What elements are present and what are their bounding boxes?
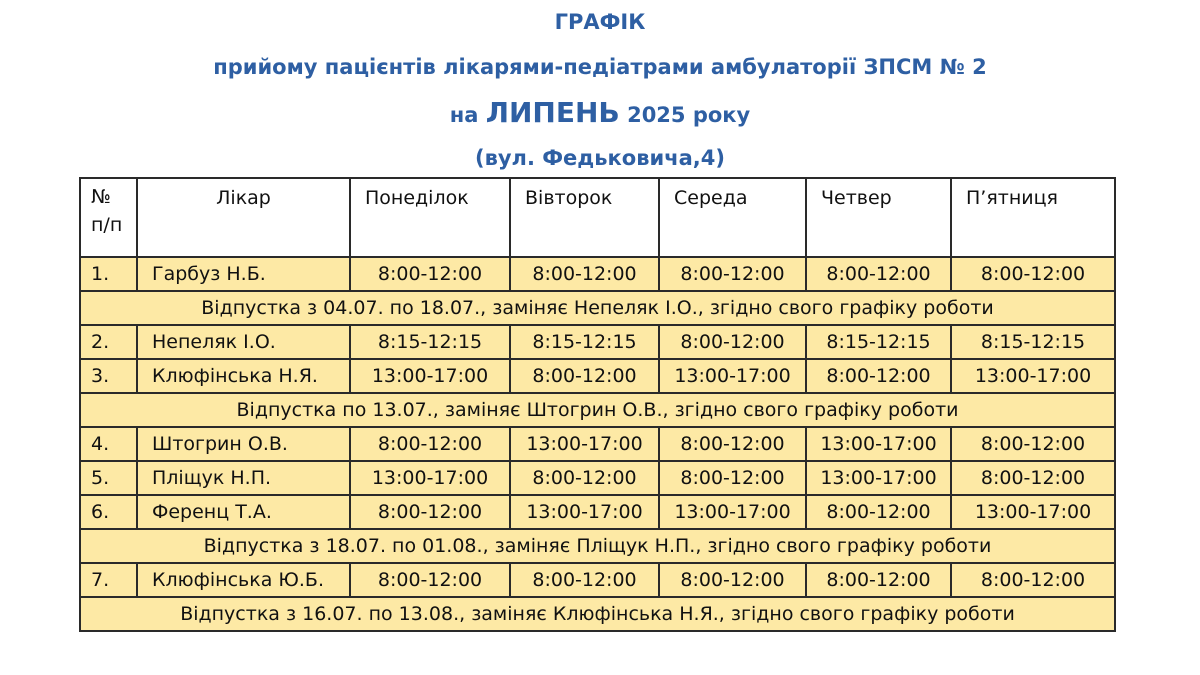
reception-time: 13:00-17:00 (350, 359, 510, 393)
doctor-row (80, 427, 1115, 461)
row-number: 6. (80, 495, 137, 529)
reception-time: 8:15-12:15 (806, 325, 951, 359)
reception-time: 8:00-12:00 (659, 563, 806, 597)
vacation-note-row (80, 529, 1115, 563)
reception-time: 8:00-12:00 (659, 461, 806, 495)
reception-time: 13:00-17:00 (659, 495, 806, 529)
row-number: 7. (80, 563, 137, 597)
doctor-row (80, 325, 1115, 359)
vacation-note-row (80, 393, 1115, 427)
row-number: 2. (80, 325, 137, 359)
reception-time: 13:00-17:00 (510, 495, 659, 529)
reception-time: 13:00-17:00 (659, 359, 806, 393)
doctor-name: Непеляк І.О. (137, 325, 350, 359)
schedule-table (79, 177, 1116, 632)
header-row (80, 178, 1115, 257)
title-month: ЛИПЕНЬ (485, 96, 620, 129)
doctor-name: Клюфінська Н.Я. (137, 359, 350, 393)
title-prefix: на (449, 103, 479, 127)
doctor-row (80, 461, 1115, 495)
reception-time: 8:00-12:00 (510, 359, 659, 393)
header-friday: П’ятниця (951, 178, 1115, 257)
reception-time: 8:00-12:00 (951, 427, 1115, 461)
doctor-row (80, 257, 1115, 291)
reception-time: 8:00-12:00 (510, 257, 659, 291)
row-number: 3. (80, 359, 137, 393)
reception-time: 8:00-12:00 (659, 257, 806, 291)
vacation-note: Відпустка з 16.07. по 13.08., заміняє Клюфінська Н.Я., згідно свого графіку роботи (80, 597, 1115, 631)
header-tuesday: Вівторок (510, 178, 659, 257)
title-address: (вул. Федьковича,4) (474, 146, 725, 170)
doctor-row (80, 359, 1115, 393)
reception-time: 8:00-12:00 (806, 495, 951, 529)
vacation-note-row (80, 597, 1115, 631)
row-number: 4. (80, 427, 137, 461)
reception-time: 13:00-17:00 (951, 359, 1115, 393)
header-thursday: Четвер (806, 178, 951, 257)
reception-time: 8:00-12:00 (951, 257, 1115, 291)
doctor-row (80, 495, 1115, 529)
reception-time: 8:15-12:15 (510, 325, 659, 359)
title-line-2: прийому пацієнтів лікарями-педіатрами амбулаторії ЗПСМ № 2 (213, 55, 987, 79)
vacation-note: Відпустка з 04.07. по 18.07., заміняє Непеляк І.О., згідно свого графіку роботи (80, 291, 1115, 325)
vacation-note: Відпустка по 13.07., заміняє Штогрин О.В., згідно свого графіку роботи (80, 393, 1115, 427)
title-year: 2025 року (627, 103, 751, 127)
reception-time: 8:15-12:15 (951, 325, 1115, 359)
reception-time: 13:00-17:00 (806, 461, 951, 495)
header-doctor: Лікар (137, 178, 350, 257)
title-line-3 (0, 96, 1200, 129)
vacation-note-row (80, 291, 1115, 325)
reception-time: 8:00-12:00 (350, 257, 510, 291)
row-number: 1. (80, 257, 137, 291)
doctor-name: Пліщук Н.П. (137, 461, 350, 495)
reception-time: 13:00-17:00 (806, 427, 951, 461)
reception-time: 13:00-17:00 (350, 461, 510, 495)
doctor-name: Штогрин О.В. (137, 427, 350, 461)
title-line-1: ГРАФІК (554, 10, 646, 34)
header-number: № п/п (80, 178, 137, 257)
reception-time: 8:00-12:00 (806, 359, 951, 393)
reception-time: 8:00-12:00 (510, 563, 659, 597)
schedule-body (80, 257, 1115, 631)
reception-time: 8:00-12:00 (659, 325, 806, 359)
reception-time: 8:00-12:00 (659, 427, 806, 461)
reception-time: 8:00-12:00 (350, 495, 510, 529)
reception-time: 8:00-12:00 (510, 461, 659, 495)
reception-time: 13:00-17:00 (510, 427, 659, 461)
header-monday: Понеділок (350, 178, 510, 257)
reception-time: 8:15-12:15 (350, 325, 510, 359)
doctor-name: Гарбуз Н.Б. (137, 257, 350, 291)
reception-time: 8:00-12:00 (350, 427, 510, 461)
doctor-name: Клюфінська Ю.Б. (137, 563, 350, 597)
reception-time: 8:00-12:00 (951, 563, 1115, 597)
reception-time: 8:00-12:00 (806, 257, 951, 291)
row-number: 5. (80, 461, 137, 495)
doctor-row (80, 563, 1115, 597)
header-wednesday: Середа (659, 178, 806, 257)
doctor-name: Ференц Т.А. (137, 495, 350, 529)
reception-time: 8:00-12:00 (350, 563, 510, 597)
reception-time: 8:00-12:00 (951, 461, 1115, 495)
reception-time: 8:00-12:00 (806, 563, 951, 597)
reception-time: 13:00-17:00 (951, 495, 1115, 529)
vacation-note: Відпустка з 18.07. по 01.08., заміняє Пліщук Н.П., згідно свого графіку роботи (80, 529, 1115, 563)
